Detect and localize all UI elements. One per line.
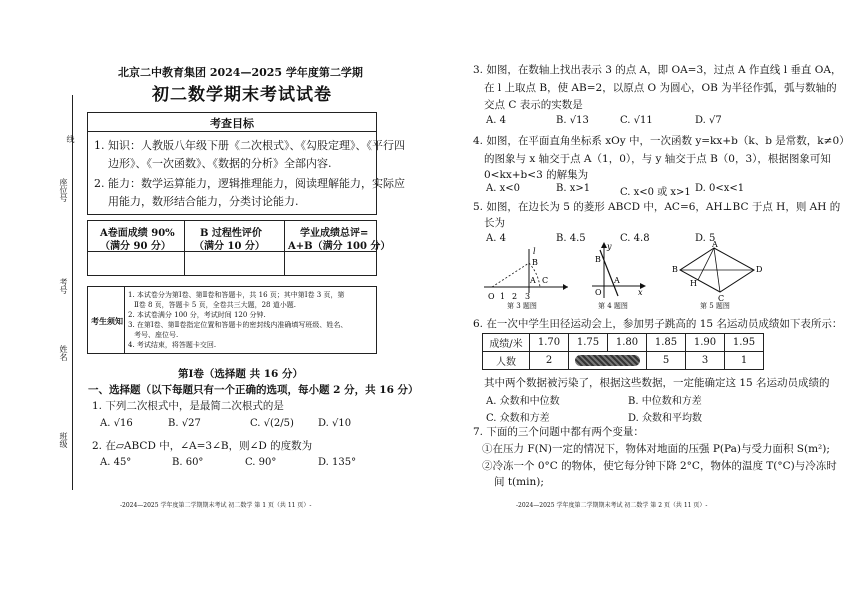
q7-stem: 7. 下面的三个问题中都有两个变量： [473,426,644,438]
q6-count-195: 1 [725,352,764,370]
notice-item-3-cont: 考号、座位号. [134,331,179,339]
q2-option-a: A. 45° [100,457,132,468]
q1-option-c: C. √(2/5) [250,418,294,429]
q5-option-d: D. 5 [695,233,716,244]
q4-stem-cont: 的图象与 x 轴交于点 A（1，0），与 y 轴交于点 B（0，3），根据图象可知 [484,153,831,165]
q6-option-d: D. 众数和平均数 [628,413,703,424]
seal-line [72,95,73,490]
q6-count-190: 3 [686,352,725,370]
q4-option-c: C. x<0 或 x>1 [620,187,691,198]
q2-option-c: C. 90° [245,457,277,468]
q6-header-score: 成绩/米 [483,334,530,352]
gutter-label-line: 线 [66,135,75,143]
q7-item-2: ②冷冻一个 0°C 的物体，使它每分钟下降 2°C，物体的温度 T(°C)与冷冻时 [482,460,837,472]
fig5-label-b: B [672,265,678,274]
objective-ability-cont: 用能力，数形结合能力，分类讨论能力. [108,195,299,208]
score-col-total-sub: A+B（满分 100 分） [288,241,391,252]
q6-smudged-cells [569,352,647,370]
notice-item-1-cont: Ⅱ卷 8 页，答题卡 5 页，全卷共三大题，28 道小题. [134,301,296,309]
figure-5-caption: 第 5 题图 [700,302,730,310]
q4-option-d: D. 0<x<1 [695,183,745,194]
q1-stem: 1. 下列二次根式中，是最简二次根式的是 [92,400,284,412]
q1-option-a: A. √16 [100,418,133,429]
q5-option-b: B. 4.5 [556,233,586,244]
q6-score-180: 1.80 [608,334,647,352]
fig4-label-a: A [614,276,620,285]
score-col-a-sub: （满分 90 分） [100,241,171,252]
fig4-label-y: y [607,242,612,251]
q1-option-d: D. √10 [318,418,352,429]
objective-ability: 2. 能力：数学运算能力，逻辑推理能力，阅读理解能力，实际应 [94,177,405,190]
objective-knowledge-cont: 边形》、《一次函数》、《数据的分析》全部内容. [108,157,332,170]
q6-score-190: 1.90 [686,334,725,352]
q1-option-b: B. √27 [168,418,201,429]
gutter-label-examno: 考号 [59,278,68,294]
q6-option-c: C. 众数和方差 [486,413,550,424]
q2-option-d: D. 135° [318,457,357,468]
score-table [87,220,391,276]
q5-option-a: A. 4 [486,233,506,244]
q5-stem: 5. 如图，在边长为 5 的菱形 ABCD 中，AC=6，AH⊥BC 于点 H，则 AH 的 [473,201,841,213]
figure-3-caption: 第 3 题图 [507,302,537,310]
objective-knowledge: 1. 知识：人教版八年级下册《二次根式》、《勾股定理》、《平行四 [94,139,405,152]
q5-stem-cont: 长为 [484,217,505,229]
footer-page-2: -2024—2025 学年度第二学期期末考试 初二数学 第 2 页（共 11 页）- [516,502,708,509]
notice-label: 考生须知 [91,316,123,326]
q6-after: 其中两个数据被污染了，根据这些数据，一定能确定这 15 名运动员成绩的 [484,377,830,389]
fig3-tick-2: 2 [512,292,518,301]
q7-item-1: ①在压力 F(N)一定的情况下，物体对地面的压强 P(Pa)与受力面积 S(m²); [482,443,830,455]
q4-stem: 4. 如图，在平面直角坐标系 xOy 中，一次函数 y=kx+b（k、b 是常数，k≠0） [473,135,850,147]
q6-option-a: A. 众数和中位数 [486,396,560,407]
school-line: 北京二中教育集团 2024—2025 学年度第二学期 [118,66,363,79]
q6-option-b: B. 中位数和方差 [628,396,702,407]
objectives-box [87,112,405,215]
fig3-label-l: l [533,247,536,256]
q3-option-a: A. 4 [486,115,506,126]
gutter-label-class: 班级 [59,432,68,448]
gutter-label-name: 姓名 [59,345,68,361]
q6-header-count: 人数 [483,352,530,370]
q7-item-2-cont: 间 t(min); [494,476,544,488]
footer-page-1: -2024—2025 学年度第二学期期末考试 初二数学 第 1 页（共 11 页）- [120,502,312,509]
candidate-notice-box [87,286,377,354]
fig3-tick-1: 1 [500,292,506,301]
figure-4 [588,240,648,302]
section1-title: 第Ⅰ卷（选择题 共 16 分） [178,368,303,380]
notice-item-2: 2. 本试卷满分 100 分，考试时间 120 分钟. [128,311,266,319]
q6-score-175: 1.75 [569,334,608,352]
objectives-title: 考查目标 [210,117,254,130]
fig3-label-b: B [532,258,538,267]
score-col-b-sub: （满分 10 分） [194,241,265,252]
q4-stem-cont2: 0<kx+b<3 的解集为 [484,169,589,181]
fig5-label-h: H [690,279,697,288]
q2-option-b: B. 60° [172,457,204,468]
fig3-label-c: C [542,276,549,285]
fig5-label-d: D [756,265,763,274]
notice-item-4: 4. 考试结束，将答题卡交回. [128,341,217,349]
q6-count-170: 2 [530,352,569,370]
q6-stem: 6. 在一次中学生田径运动会上，参加男子跳高的 15 名运动员成绩如下表所示： [473,318,843,330]
fig4-label-x: x [638,288,643,297]
q3-option-d: D. √7 [695,115,722,126]
score-col-b-title: B 过程性评价 [200,228,262,239]
q3-stem: 3. 如图，在数轴上找出表示 3 的点 A，即 OA=3，过点 A 作直线 l 垂直 OA， [473,64,842,76]
q3-stem-cont: 在 l 上取点 B，使 AB=2，以原点 O 为圆心，OB 为半径作弧，弧与数轴的 [484,82,837,94]
notice-item-3: 3. 在第Ⅰ卷、第Ⅱ卷指定位置和答题卡的密封线内准确填写班级、姓名、 [128,321,348,329]
q3-option-c: C. √11 [620,115,653,126]
q3-option-b: B. √13 [556,115,589,126]
q5-option-c: C. 4.8 [620,233,650,244]
q2-stem: 2. 在▱ABCD 中，∠A=3∠B，则∠D 的度数为 [92,440,313,452]
q4-option-b: B. x>1 [556,183,591,194]
fig4-label-b: B [595,255,601,264]
exam-title: 初二数学期末考试试卷 [152,85,332,105]
fig3-tick-o: O [488,292,495,301]
q6-score-185: 1.85 [647,334,686,352]
score-col-a-title: A卷面成绩 90% [100,228,175,239]
score-col-total-title: 学业成绩总评= [300,228,369,239]
figure-4-caption: 第 4 题图 [598,302,628,310]
fig5-label-c: C [718,294,725,302]
fig5-label-a: A [712,240,718,249]
fig4-label-o: O [595,288,602,297]
figure-3 [482,245,572,307]
ink-smudge [575,355,640,366]
q6-score-195: 1.95 [725,334,764,352]
q6-score-170: 1.70 [530,334,569,352]
fig3-tick-3: 3 [525,292,531,301]
gutter-label-seat: 座位号 [59,178,68,202]
fig3-label-a: A [530,276,536,285]
q4-option-a: A. x<0 [486,183,520,194]
q6-score-table [482,333,764,370]
q6-count-185: 5 [647,352,686,370]
section1-heading: 一、选择题（以下每题只有一个正确的选项，每小题 2 分，共 16 分） [88,384,419,396]
figure-5 [670,240,770,302]
notice-item-1: 1. 本试卷分为第Ⅰ卷、第Ⅱ卷和答题卡，共 16 页；其中第Ⅰ卷 3 页，第 [128,291,345,299]
q3-stem-cont2: 交点 C 表示的实数是 [484,99,583,111]
